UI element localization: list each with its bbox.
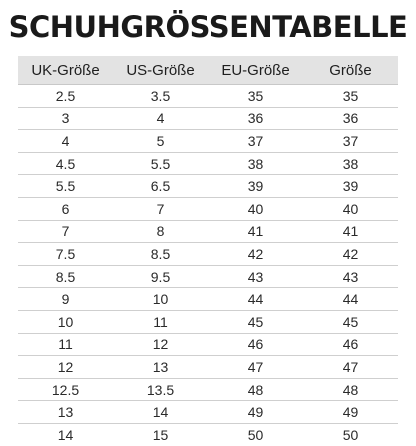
cell-size: 41 bbox=[303, 220, 398, 243]
table-row bbox=[18, 152, 398, 175]
cell-size: 38 bbox=[303, 152, 398, 175]
cell-uk-size: 4 bbox=[18, 130, 113, 153]
table-row bbox=[18, 265, 398, 288]
cell-us-size: 10 bbox=[113, 288, 208, 311]
cell-eu-size: 43 bbox=[208, 265, 303, 288]
table-row bbox=[18, 85, 398, 108]
table-row bbox=[18, 130, 398, 153]
header-row bbox=[18, 56, 398, 85]
cell-uk-size: 10 bbox=[18, 310, 113, 333]
header-us-size: US-Größe bbox=[113, 56, 208, 85]
cell-uk-size: 12.5 bbox=[18, 378, 113, 401]
table-row bbox=[18, 310, 398, 333]
cell-us-size: 9.5 bbox=[113, 265, 208, 288]
cell-eu-size: 44 bbox=[208, 288, 303, 311]
table-row bbox=[18, 356, 398, 379]
cell-uk-size: 2.5 bbox=[18, 85, 113, 108]
cell-size: 49 bbox=[303, 401, 398, 424]
cell-size: 42 bbox=[303, 243, 398, 266]
cell-uk-size: 4.5 bbox=[18, 152, 113, 175]
cell-us-size: 12 bbox=[113, 333, 208, 356]
cell-size: 39 bbox=[303, 175, 398, 198]
table-row bbox=[18, 333, 398, 356]
cell-uk-size: 12 bbox=[18, 356, 113, 379]
cell-uk-size: 8.5 bbox=[18, 265, 113, 288]
cell-eu-size: 39 bbox=[208, 175, 303, 198]
cell-us-size: 8.5 bbox=[113, 243, 208, 266]
cell-us-size: 13.5 bbox=[113, 378, 208, 401]
cell-eu-size: 40 bbox=[208, 197, 303, 220]
table-row bbox=[18, 378, 398, 401]
cell-size: 48 bbox=[303, 378, 398, 401]
cell-us-size: 5.5 bbox=[113, 152, 208, 175]
cell-size: 40 bbox=[303, 197, 398, 220]
cell-uk-size: 9 bbox=[18, 288, 113, 311]
cell-eu-size: 49 bbox=[208, 401, 303, 424]
cell-us-size: 8 bbox=[113, 220, 208, 243]
cell-eu-size: 38 bbox=[208, 152, 303, 175]
cell-size: 44 bbox=[303, 288, 398, 311]
cell-uk-size: 3 bbox=[18, 107, 113, 130]
header-size: Größe bbox=[303, 56, 398, 85]
table-row bbox=[18, 401, 398, 424]
cell-uk-size: 14 bbox=[57, 426, 74, 443]
cell-us-size: 15 bbox=[152, 426, 169, 443]
cell-eu-size: 35 bbox=[208, 85, 303, 108]
size-table-header bbox=[18, 56, 398, 85]
table-row bbox=[18, 288, 398, 311]
cell-us-size: 14 bbox=[113, 401, 208, 424]
cell-uk-size: 5.5 bbox=[18, 175, 113, 198]
table-row bbox=[18, 107, 398, 130]
cell-size: 37 bbox=[303, 130, 398, 153]
cell-uk-size: 7.5 bbox=[18, 243, 113, 266]
cell-eu-size: 47 bbox=[208, 356, 303, 379]
cell-eu-size: 48 bbox=[208, 378, 303, 401]
cell-uk-size: 11 bbox=[18, 333, 113, 356]
cell-size: 46 bbox=[303, 333, 398, 356]
cell-us-size: 5 bbox=[113, 130, 208, 153]
cell-eu-size: 45 bbox=[208, 310, 303, 333]
cell-eu-size: 36 bbox=[208, 107, 303, 130]
table-row bbox=[18, 243, 398, 266]
size-table-body bbox=[18, 85, 398, 446]
cell-eu-size: 42 bbox=[208, 243, 303, 266]
cell-size: 50 bbox=[342, 426, 359, 443]
cell-eu-size: 41 bbox=[208, 220, 303, 243]
cell-uk-size: 7 bbox=[18, 220, 113, 243]
cell-us-size: 13 bbox=[113, 356, 208, 379]
cell-size: 43 bbox=[303, 265, 398, 288]
table-row bbox=[18, 197, 398, 220]
cell-eu-size: 46 bbox=[208, 333, 303, 356]
cell-size: 47 bbox=[303, 356, 398, 379]
cell-eu-size: 50 bbox=[247, 426, 264, 443]
cell-us-size: 6.5 bbox=[113, 175, 208, 198]
table-row bbox=[18, 175, 398, 198]
size-table bbox=[18, 56, 398, 446]
cell-size: 45 bbox=[303, 310, 398, 333]
cell-uk-size: 13 bbox=[18, 401, 113, 424]
page-title: SCHUHGRÖSSENTABELLE bbox=[8, 10, 408, 44]
table-row bbox=[18, 220, 398, 243]
cell-us-size: 11 bbox=[113, 310, 208, 333]
table-row bbox=[18, 423, 398, 445]
cell-uk-size: 6 bbox=[18, 197, 113, 220]
header-uk-size: UK-Größe bbox=[18, 56, 113, 85]
cell-us-size: 4 bbox=[113, 107, 208, 130]
cell-us-size: 7 bbox=[113, 197, 208, 220]
header-eu-size: EU-Größe bbox=[208, 56, 303, 85]
cell-size: 36 bbox=[303, 107, 398, 130]
cell-us-size: 3.5 bbox=[113, 85, 208, 108]
cell-size: 35 bbox=[303, 85, 398, 108]
cell-eu-size: 37 bbox=[208, 130, 303, 153]
